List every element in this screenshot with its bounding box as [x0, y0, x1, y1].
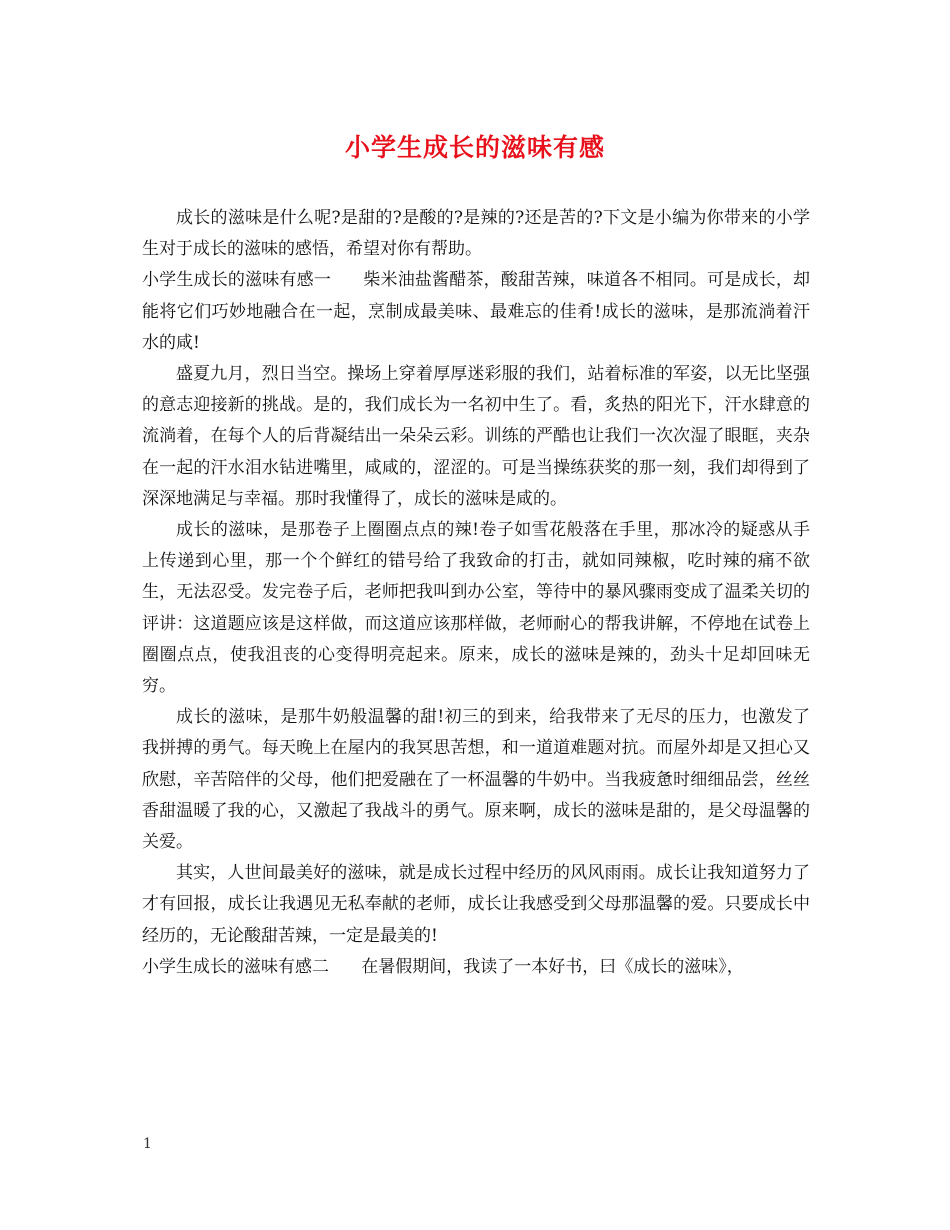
paragraph-text: 盛夏九月，烈日当空。操场上穿着厚厚迷彩服的我们，站着标准的军姿，以无比坚强的意志迎接新的挑战。是的，我们成长为一名初中生了。看，炙热的阳光下，汗水肆意的流淌着，在每个人的后背凝结出一朵朵云彩。训练的严酷也让我们一次次湿了眼眶，夹杂在一起的汗水泪水钻进嘴里，咸咸的，涩涩的。可是当操练获奖的那一刻，我们却得到了深深地满足与幸福。那时我懂得了，成长的滋味是咸的。 — [142, 364, 810, 509]
paragraph-conclusion — [142, 858, 810, 952]
paragraph-section-one-start — [142, 265, 810, 359]
page-number: 1 — [143, 1136, 152, 1152]
paragraph-spicy — [142, 515, 810, 702]
paragraph-section-two-start — [142, 952, 810, 983]
paragraph-text: 其实，人世间最美好的滋味，就是成长过程中经历的风风雨雨。成长让我知道努力了才有回报，成长让我遇见无私奉献的老师，成长让我感受到父母那温馨的爱。只要成长中经历的，无论酸甜苦辣，一定是最美的! — [142, 863, 810, 946]
section-heading-one: 小学生成长的滋味有感一 — [142, 270, 332, 291]
paragraph-text: 在暑假期间，我读了一本好书，曰《成长的滋味》， — [361, 956, 744, 977]
section-heading-two: 小学生成长的滋味有感二 — [142, 956, 329, 977]
paragraph-sweet — [142, 702, 810, 858]
paragraph-text: 成长的滋味是什么呢?是甜的?是酸的?是辣的?还是苦的?下文是小编为你带来的小学生对于成长的滋味的感悟，希望对你有帮助。 — [142, 208, 810, 260]
paragraph-text: 成长的滋味，是那牛奶般温馨的甜!初三的到来，给我带来了无尽的压力，也激发了我拼搏的勇气。每天晚上在屋内的我冥思苦想，和一道道难题对抗。而屋外却是又担心又欣慰，辛苦陪伴的父母，他们把爱融在了一杯温馨的牛奶中。当我疲惫时细细品尝，丝丝香甜温暖了我的心，又激起了我战斗的勇气。原来啊，成长的滋味是甜的，是父母温馨的关爱。 — [142, 707, 810, 853]
document-body — [142, 203, 810, 983]
document-title: 小学生成长的滋味有感 — [344, 133, 605, 162]
paragraph-text: 成长的滋味，是那卷子上圈圈点点的辣!卷子如雪花般落在手里，那冰冷的疑惑从手上传递到心里，那一个个鲜红的错号给了我致命的打击，就如同辣椒，吃时辣的痛不欲生，无法忍受。发完卷子后，老师把我叫到办公室，等待中的暴风骤雨变成了温柔关切的评讲：这道题应该是这样做，而这道应该那样做，老师耐心的帮我讲解，不停地在试卷上圈圈点点，使我沮丧的心变得明亮起来。原来，成长的滋味是辣的，劲头十足却回味无穷。 — [142, 520, 810, 697]
paragraph-intro — [142, 203, 810, 265]
paragraph-salty — [142, 359, 810, 515]
paragraph-text: 柴米油盐酱醋茶，酸甜苦辣，味道各不相同。可是成长，却能将它们巧妙地融合在一起，烹制成最美味、最难忘的佳肴!成长的滋味，是那流淌着汗水的咸! — [142, 270, 811, 353]
